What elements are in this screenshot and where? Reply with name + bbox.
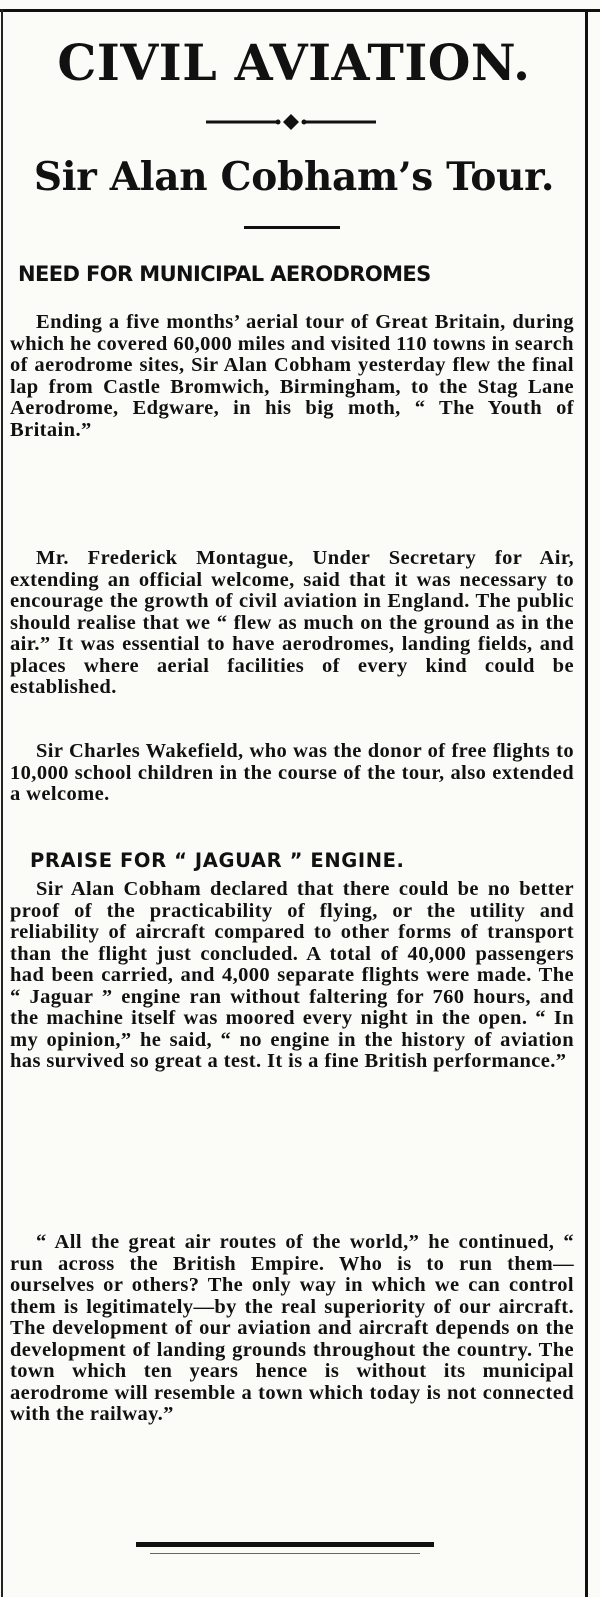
article-paragraph <box>10 879 574 1073</box>
paragraph-text: Sir Alan Cobham declared that there could be no better proof of the practicability of flying, or the utility and reliability of aircraft compared to other forms of transport than the flight just concluded. A total of 40,000 passengers had been carried, and 4,000 separate flights were made. The “ Jaguar ” engine ran without faltering for 760 hours, and the machine itself was moored every night in the open. “ In my opinion,” he said, “ no engine in the history of aviation has survived so great a test. It is a fine British performance.” <box>10 878 574 1072</box>
short-divider-rule <box>244 226 340 229</box>
paragraph-text: Ending a five months’ aerial tour of Great Britain, during which he covered 60,000 miles and visited 110 towns in search of aerodrome sites, Sir Alan Cobham yesterday flew the final lap from Castle Bromwich, Birmingham, to the Stag Lane Aerodrome, Edgware, in his big moth, “ The Youth of Britain.” <box>10 311 574 441</box>
section-heading: NEED FOR MUNICIPAL AERODROMES <box>18 262 431 286</box>
subheadline: Sir Alan Cobham’s Tour. <box>33 154 555 200</box>
right-border-rule <box>585 9 588 1597</box>
paragraph-text: Mr. Frederick Montague, Under Secretary for Air, extending an official welcome, said that it was necessary to encourage the growth of civil aviation in England. The public should realise that we “ flew as much on the ground as in the air.” It was essential to have aerodromes, landing fields, and places where aerial facilities of every kind could be established. <box>10 547 574 698</box>
top-border-rule <box>0 9 600 12</box>
headline: CIVIL AVIATION. <box>57 33 531 92</box>
ornament-divider <box>206 112 376 132</box>
paragraph-text: “ All the great air routes of the world,” he continued, “ run across the British Empire. Who is to run them—ourselves or others? The only way in which we can control them is legitimately—by the real superiority of our aircraft. The development of our aviation and aircraft depends on the development of landing grounds throughout the country. The town which ten years hence is without its municipal aerodrome will resemble a town which today is not connected with the railway.” <box>10 1231 574 1425</box>
end-rule <box>136 1542 434 1547</box>
article-paragraph <box>10 548 574 699</box>
left-border-rule <box>1 9 3 1597</box>
article-paragraph <box>10 741 574 806</box>
end-rule-thin <box>150 1553 420 1554</box>
paragraph-text: Sir Charles Wakefield, who was the donor of free flights to 10,000 school children in the course of the tour, also extended a welcome. <box>10 740 574 805</box>
article-paragraph <box>10 312 574 441</box>
article-paragraph <box>10 1232 574 1426</box>
inline-heading: PRAISE FOR “ JAGUAR ” ENGINE. <box>30 849 405 872</box>
